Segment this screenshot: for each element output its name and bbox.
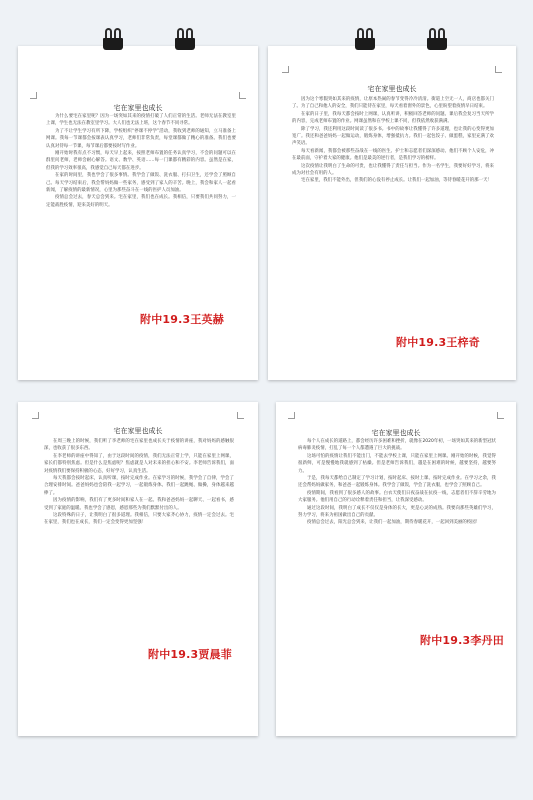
paragraph: 这次疫情让我明白了生命的可贵，也让我懂得了责任与担当。作为一名学生，我要好好学习，将来成为对社会有用的人。: [292, 163, 494, 177]
paragraph: 每天看新闻，我都会被那些奋战在一线的医生、护士和志愿者们深深感动。他们不顾个人安危，冲在最前面，守护着大家的健康。他们是最美的逆行者，是我们学习的榜样。: [292, 148, 494, 162]
crop-mark: [237, 412, 244, 419]
essay-title: 宅在家里也成长: [367, 85, 417, 93]
paragraph: 于是，我每天都给自己制定了学习计划，按时起床、按时上课、按时完成作业。在学习之余，我还会帮妈妈做家务，和爸爸一起锻炼身体。我学会了做饭，学会了洗衣服，也学会了照顾自己。: [298, 476, 496, 489]
essay-sheet-3: [18, 402, 258, 736]
essay-sheet-4: [276, 402, 516, 736]
author-signature: 附中19.3王梓奇: [396, 336, 480, 349]
paragraph: 除了学习，我还利用这段时间读了很多书。书中的故事让我懂得了许多道理，也让我的心变得更加宽广。我还和爸爸妈妈一起做运动，锻炼身体，增强抵抗力。我们一起包饺子、做蛋糕，家里充满了欢声笑语。: [292, 126, 494, 147]
essay-title: 宅在家里也成长: [113, 104, 163, 112]
essay-sheet-2: [268, 46, 516, 380]
paragraph: 在家的时间里，我也学会了很多事情。我学会了做饭、洗衣服、打扫卫生，还学会了照顾自己。每天学习结束后，我会帮妈妈做一些家务，感受到了家人的辛苦。晚上，我会和家人一起看新闻，了解疫情的最新情况，心里为那些奋斗在一线的医护人员加油。: [46, 173, 236, 194]
crop-mark: [495, 66, 502, 73]
paragraph: 为什么要宅在家里呢？因为一场突如其来的疫情打破了人们正常的生活。老师无法在教室里上课，学生也无法在教室里学习。大人们也无法上班，这个春节不同寻常。: [46, 114, 236, 127]
paragraph: 每天我都会按时起床，认真听课，按时完成作业。在家学习的时候，我学会了自律，学会了合理安排时间。爸爸妈妈也会陪我一起学习，一起锻炼身体。我们一起跳绳、做操，身体越来越棒了。: [44, 476, 234, 496]
paragraph: 在李老师的讲座中得知了，由于这段时间的疫情，我们无法正常上学，只能在家里上网课，家长们都特别焦虑。但是什么是焦虑呢？焦虑就是人对未来的担心和不安。李老师告诉我们，面对疫情我们要保持积极的心态，好好学习，认真生活。: [44, 453, 234, 474]
binder-clip-icon: [172, 28, 198, 50]
paragraph: 在周三晚上的时候，我们听了李老师的宅在家里也成长关于疫情的讲座，我对妈妈的感触很深，也收获了很多东西。: [44, 439, 234, 452]
author-signature: 附中19.3王英赫: [140, 313, 224, 326]
paragraph: 宅在家里，我们不能外出，但我们的心没有停止成长。让我们一起加油，等待春暖花开的那一天！: [301, 178, 492, 184]
crop-mark: [32, 412, 39, 419]
crop-mark: [30, 92, 37, 99]
essay-body: [44, 438, 234, 527]
essay-title: 宅在家里也成长: [371, 429, 421, 437]
binder-clip-icon: [424, 28, 450, 50]
paragraph: 这段特殊的日子，让我明白了很多道理。我相信，只要大家齐心协力，疫情一定会过去。宅在家里，我们也在成长，我们一定会变得更加坚强！: [44, 513, 234, 526]
paragraph: 因为疫情的影响，我们有了更多时间和家人在一起。我和爸爸妈妈一起聊天、一起看书，感受到了家庭的温暖。我也学会了感恩，感恩那些为我们默默付出的人。: [44, 498, 234, 511]
paragraph: 因为这个寒假突如其来的疫情，让原本热闹的春节变得冷冷清清。街道上空无一人，商店也都关门了。为了自己和他人的安全，我们只能待在家里，每天看着窗外的景色，心里盼望着疫情早日结束。: [292, 97, 494, 110]
paragraph: 通过这段时间，我明白了成长不仅仅是身体的长大，更是心灵的成熟。我要向那些英雄们学习，努力学习，将来为祖国做出自己的贡献。: [298, 505, 496, 519]
crop-mark: [282, 66, 289, 73]
crop-mark: [239, 92, 246, 99]
essay-body: [298, 438, 496, 527]
paragraph: 疫情总会过去，春天总会到来。宅在家里，我们也在成长。我相信，只要我们共同努力，一定能战胜疫情，迎来美好的明天。: [46, 195, 236, 208]
author-signature: 附中19.3贾晨菲: [148, 648, 232, 661]
author-signature: 附中19.3李丹田: [420, 634, 504, 647]
paragraph: 每个人在成长的道路上，都会经历许多困难和挫折，就像在2020年初，一场突如其来的新型冠状病毒肺炎疫情，打乱了每一个人都遭遇了巨大的挑战。: [298, 439, 497, 452]
paragraph: 为了不让学生学习有所下降，学校组织“停课不停学”活动，我收到老师的通知，立马准备上网课。我每一节课都会按课表认真学习，老师们非常负责，每堂课都做了精心的准备。我们也要认真对待每一节课，每节课后都要按时写作业。: [46, 128, 236, 149]
paragraph: 疫情期间，我看到了很多感人的故事。白衣天使们日夜奋战在抗疫一线，志愿者们不辞辛劳地为大家服务。他们用自己的行动诠释着责任和担当，让我深受感动。: [298, 490, 496, 504]
essay-body: [46, 113, 236, 209]
binder-clip-icon: [352, 28, 378, 50]
paragraph: 这场可怕的疫情让我们不能出门，不能去学校上课，只能在家里上网课。刚开始的时候，我觉得很新鲜，可是慢慢地我就感到了枯燥。但是老师告诉我们，越是在困难的时候，越要坚持，越要努力。: [298, 453, 496, 474]
essay-title: 宅在家里也成长: [113, 427, 163, 435]
binder-clip-icon: [100, 28, 126, 50]
crop-mark: [497, 412, 504, 419]
paragraph: 刚开始时我有点不习惯，每天早上起来，按照老师布置的任务认真学习，不会的问题可以在群里问老师，老师会耐心解答。语文、数学、英语……每一门课都有精彩的内容。虽然是在家，但我的学习效率很高，我感觉自己每天都在进步。: [46, 151, 236, 171]
paragraph: 疫情总会过去，阳光总会到来，让我们一起加油，期待春暖花开，一起回到美丽的校园！: [307, 520, 481, 526]
essay-body: [292, 96, 494, 185]
paragraph: 在家的日子里，我每天都会按时上网课，认真听讲，积极回答老师的问题。课后我会复习当天所学的内容，完成老师布置的作业。网课虽然和在学校上课不同，但我依然收获满满。: [292, 111, 494, 125]
crop-mark: [288, 412, 295, 419]
essay-sheet-1: [18, 46, 258, 380]
